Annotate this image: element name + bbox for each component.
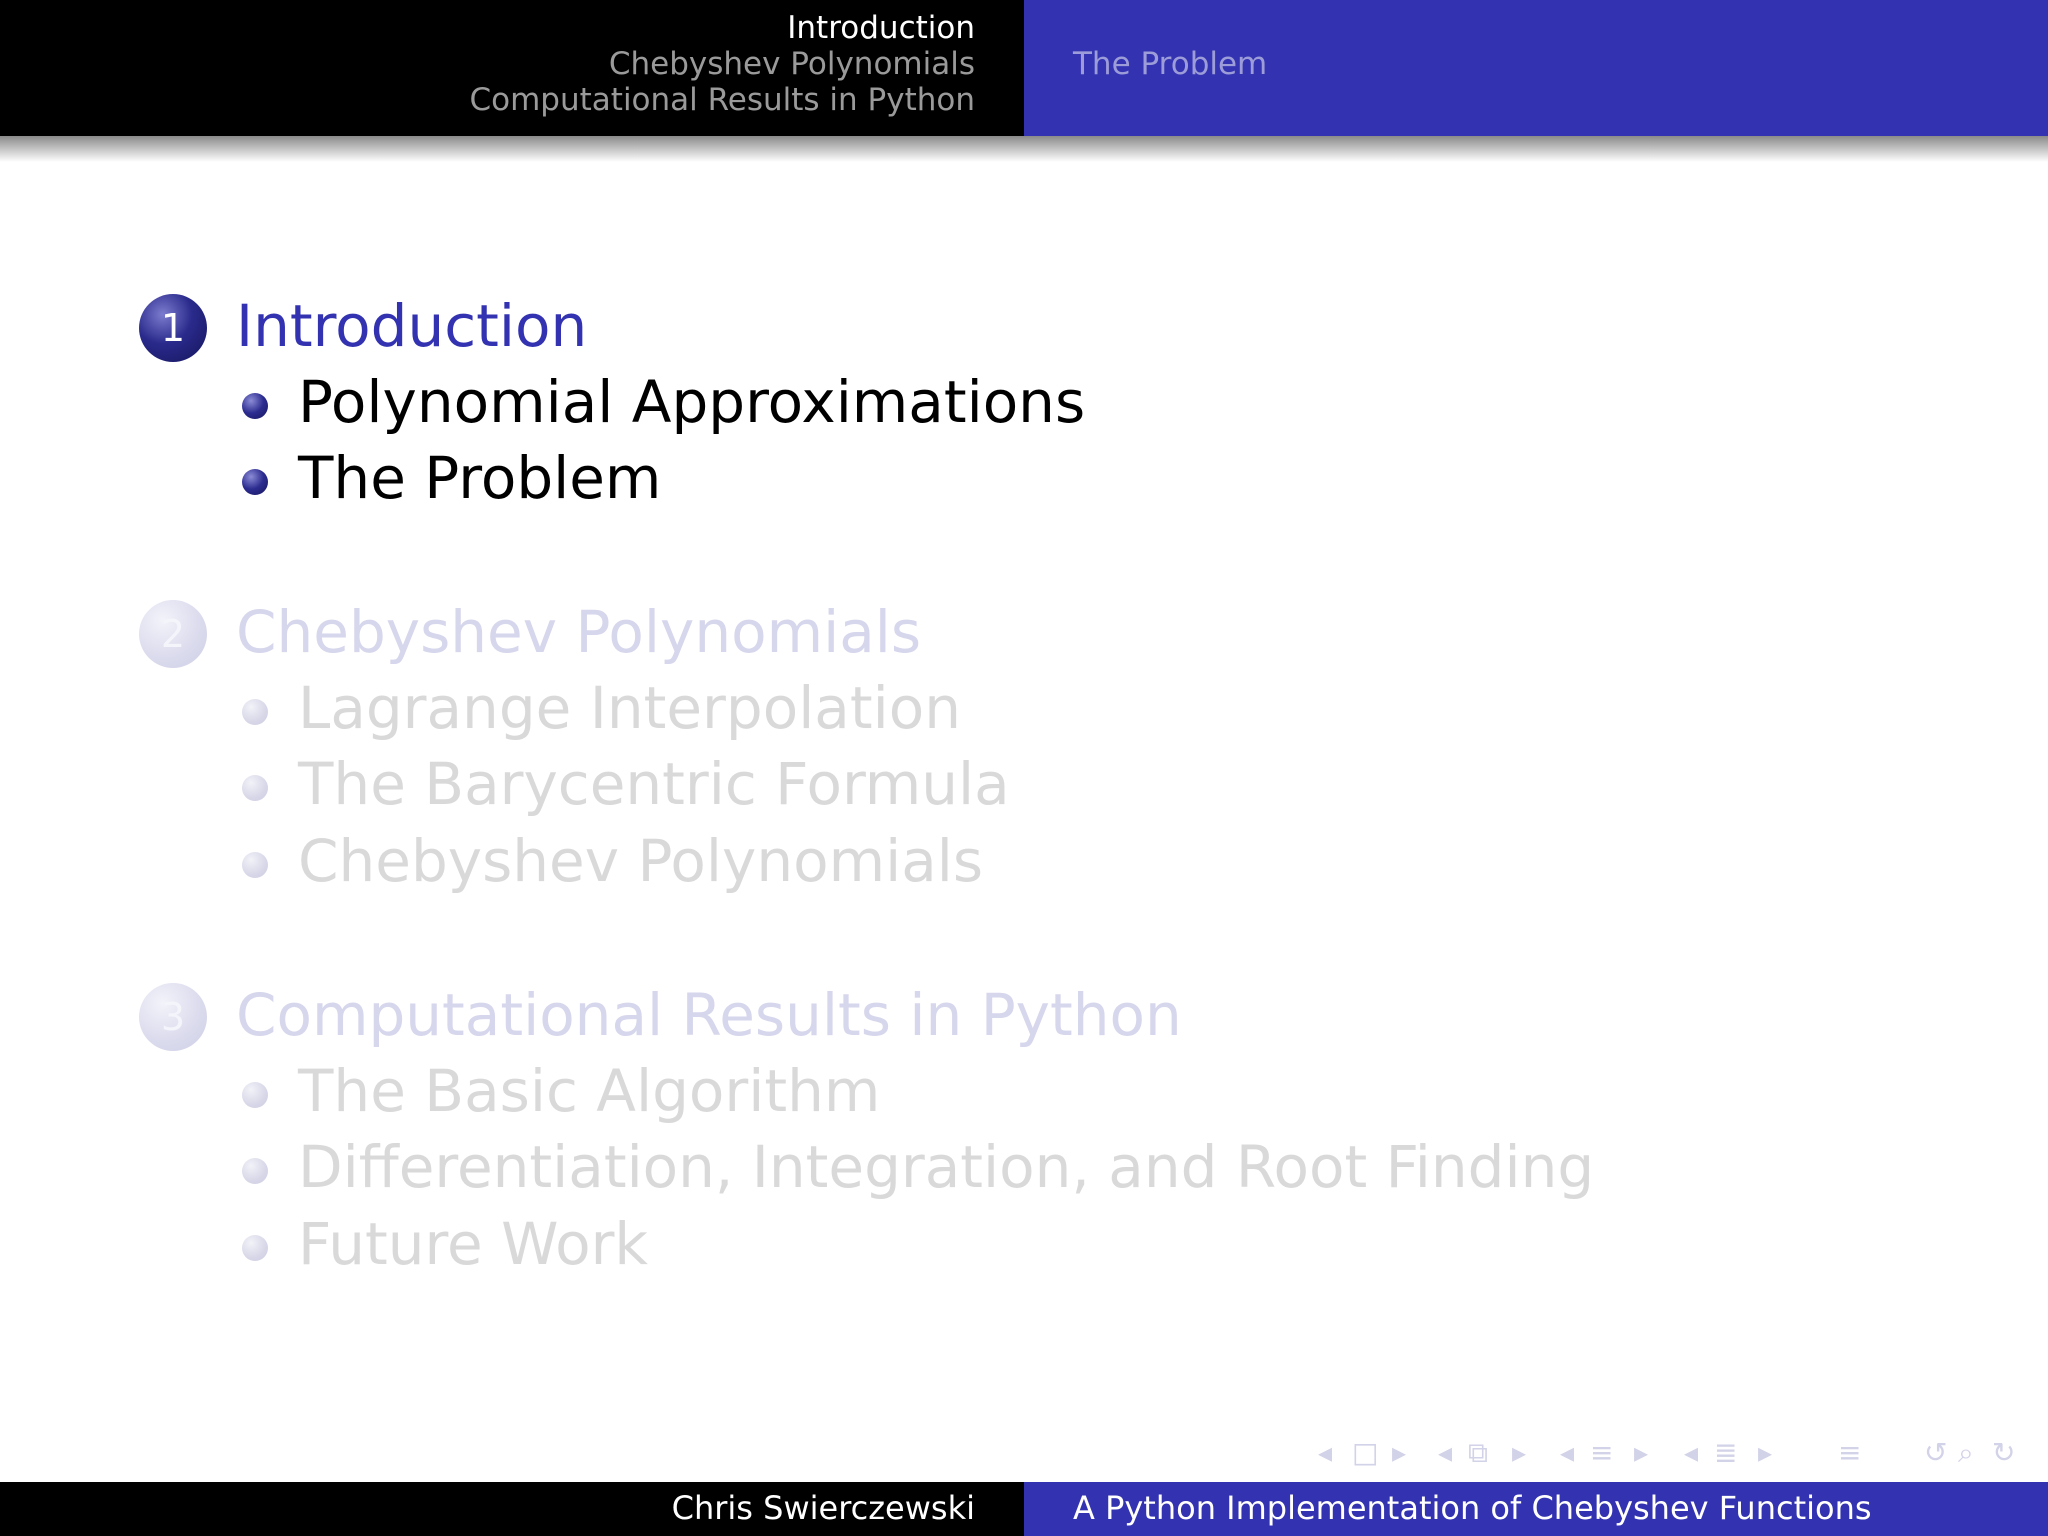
section-title-introduction[interactable]: Introduction xyxy=(236,292,588,360)
frame-icon[interactable]: □ xyxy=(1352,1436,1379,1469)
section-title-chebyshev-polynomials[interactable]: Chebyshev Polynomials xyxy=(236,598,922,666)
undo-icon[interactable]: ↺ xyxy=(1924,1436,1948,1469)
subsection-chebyshev-polynomials[interactable]: Chebyshev Polynomials xyxy=(298,827,984,895)
header-subsection-active[interactable]: The Problem xyxy=(1073,46,1268,82)
footer-title: A Python Implementation of Chebyshev Functions xyxy=(1073,1489,1872,1527)
bullet-icon xyxy=(242,1158,268,1184)
footer-author: Chris Swierczewski xyxy=(671,1489,975,1527)
header-section-computational[interactable]: Computational Results in Python xyxy=(469,82,975,118)
prev-arrow-icon[interactable]: ◂ xyxy=(1318,1436,1333,1469)
redo-icon[interactable]: ↻ xyxy=(1992,1436,2016,1469)
bullet-icon xyxy=(242,393,268,419)
footer-title-panel xyxy=(1024,1482,2048,1536)
subsection-lagrange-interpolation[interactable]: Lagrange Interpolation xyxy=(298,674,961,742)
bullet-icon xyxy=(242,852,268,878)
next-arrow-icon[interactable]: ▸ xyxy=(1758,1436,1773,1469)
section-number-2: 2 xyxy=(139,600,207,668)
navigation-symbols xyxy=(1318,1436,2038,1469)
bullet-icon xyxy=(242,775,268,801)
bullet-icon xyxy=(242,1082,268,1108)
prev-arrow-icon[interactable]: ◂ xyxy=(1560,1436,1575,1469)
subsection-future-work[interactable]: Future Work xyxy=(298,1210,649,1278)
next-arrow-icon[interactable]: ▸ xyxy=(1392,1436,1407,1469)
header-section-introduction[interactable]: Introduction xyxy=(787,10,975,46)
subsection-differentiation-integration[interactable]: Differentiation, Integration, and Root Finding xyxy=(298,1133,1595,1201)
prev-arrow-icon[interactable]: ◂ xyxy=(1438,1436,1453,1469)
section-title-computational-results[interactable]: Computational Results in Python xyxy=(236,981,1182,1049)
next-arrow-icon[interactable]: ▸ xyxy=(1634,1436,1649,1469)
footer-author-panel xyxy=(0,1482,1024,1536)
subsection-barycentric-formula[interactable]: The Barycentric Formula xyxy=(298,750,1010,818)
subsection-polynomial-approximations[interactable]: Polynomial Approximations xyxy=(298,368,1086,436)
subsection-basic-algorithm[interactable]: The Basic Algorithm xyxy=(298,1057,881,1125)
section-icon[interactable]: ≣ xyxy=(1714,1436,1738,1469)
header-section-chebyshev[interactable]: Chebyshev Polynomials xyxy=(608,46,975,82)
section-number-3: 3 xyxy=(139,983,207,1051)
next-arrow-icon[interactable]: ▸ xyxy=(1512,1436,1527,1469)
toc-icon[interactable]: ≡ xyxy=(1838,1436,1862,1469)
bullet-icon xyxy=(242,1235,268,1261)
bullet-icon xyxy=(242,469,268,495)
search-icon[interactable]: ⌕ xyxy=(1958,1436,1974,1469)
section-icon[interactable]: ≡ xyxy=(1590,1436,1614,1469)
section-number-1: 1 xyxy=(139,294,207,362)
bullet-icon xyxy=(242,699,268,725)
subsection-icon[interactable]: ⧉ xyxy=(1468,1436,1488,1469)
subsection-the-problem[interactable]: The Problem xyxy=(298,444,662,512)
prev-arrow-icon[interactable]: ◂ xyxy=(1684,1436,1699,1469)
